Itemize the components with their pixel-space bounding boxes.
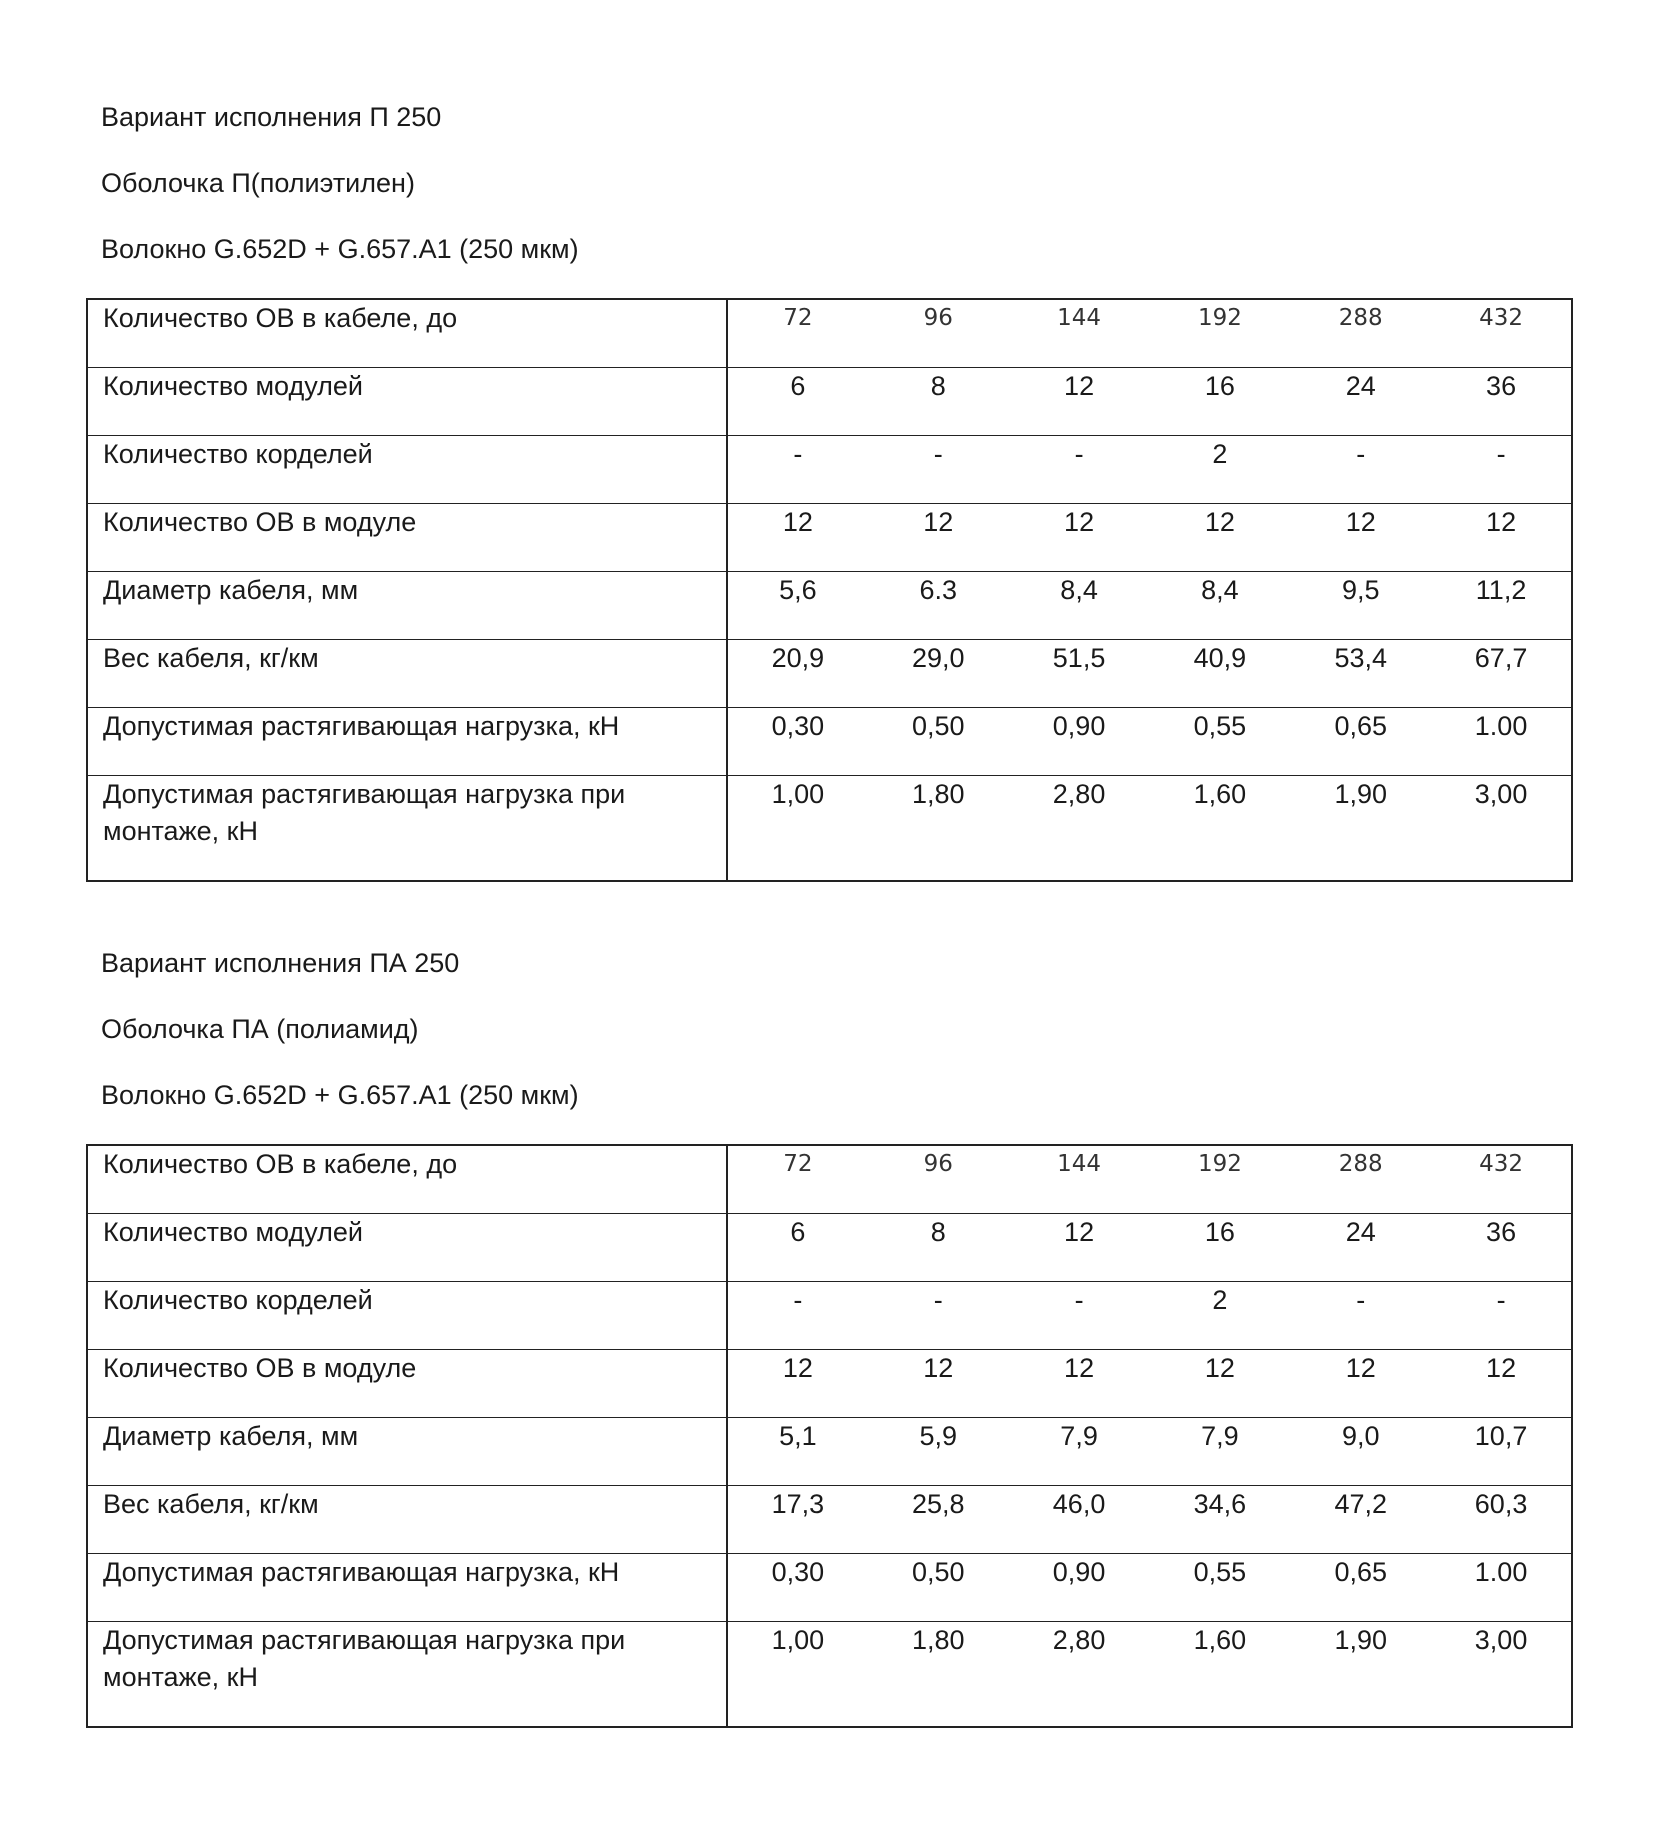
value-cell: 36 — [1431, 368, 1572, 436]
value-cell: 0,30 — [727, 1554, 868, 1622]
value-cell: 6 — [727, 368, 868, 436]
value-cell: 72 — [727, 299, 868, 368]
value-cell: 9,0 — [1290, 1418, 1431, 1486]
value-cell: - — [1290, 436, 1431, 504]
value-cell: 96 — [868, 1145, 1009, 1214]
value-cell: 1,90 — [1290, 1622, 1431, 1728]
value-cell: 16 — [1149, 1214, 1290, 1282]
sheath-type: Оболочка ПА (полиамид) — [101, 1014, 419, 1044]
parameter-label: Допустимая растягивающая нагрузка, кН — [87, 708, 727, 776]
value-cell: 17,3 — [727, 1486, 868, 1554]
value-cell: 9,5 — [1290, 572, 1431, 640]
parameter-label: Количество ОВ в кабеле, до — [87, 299, 727, 368]
value-cell: 1,60 — [1149, 776, 1290, 882]
value-cell: 8 — [868, 368, 1009, 436]
variant-title: Вариант исполнения П 250 — [101, 102, 442, 132]
table-row — [87, 1214, 1572, 1282]
value-cell: 96 — [868, 299, 1009, 368]
value-cell: 11,2 — [1431, 572, 1572, 640]
value-cell: - — [727, 436, 868, 504]
table-row — [87, 1350, 1572, 1418]
parameter-label: Допустимая растягивающая нагрузка при монтаже, кН — [87, 776, 727, 882]
value-cell: 12 — [727, 504, 868, 572]
value-cell: 5,1 — [727, 1418, 868, 1486]
value-cell: 432 — [1431, 1145, 1572, 1214]
table-row — [87, 1486, 1572, 1554]
table-row — [87, 640, 1572, 708]
table-row — [87, 708, 1572, 776]
parameter-label: Количество модулей — [87, 1214, 727, 1282]
value-cell: - — [1431, 1282, 1572, 1350]
value-cell: 12 — [1431, 504, 1572, 572]
variant-title: Вариант исполнения ПА 250 — [101, 948, 460, 978]
value-cell: 0,55 — [1149, 1554, 1290, 1622]
value-cell: 51,5 — [1009, 640, 1150, 708]
value-cell: 1,00 — [727, 776, 868, 882]
value-cell: 8,4 — [1149, 572, 1290, 640]
value-cell: 40,9 — [1149, 640, 1290, 708]
value-cell: 0,90 — [1009, 708, 1150, 776]
value-cell: 3,00 — [1431, 1622, 1572, 1728]
value-cell: 6 — [727, 1214, 868, 1282]
value-cell: 1,60 — [1149, 1622, 1290, 1728]
value-cell: 288 — [1290, 1145, 1431, 1214]
value-cell: 8,4 — [1009, 572, 1150, 640]
value-cell: 0,50 — [868, 1554, 1009, 1622]
value-cell: 67,7 — [1431, 640, 1572, 708]
value-cell: 24 — [1290, 1214, 1431, 1282]
table-row — [87, 572, 1572, 640]
value-cell: 12 — [1009, 1214, 1150, 1282]
value-cell: - — [1431, 436, 1572, 504]
value-cell: 0,50 — [868, 708, 1009, 776]
value-cell: 12 — [1149, 1350, 1290, 1418]
table-row — [87, 1282, 1572, 1350]
value-cell: 12 — [1009, 368, 1150, 436]
value-cell: 5,6 — [727, 572, 868, 640]
value-cell: - — [1009, 1282, 1150, 1350]
value-cell: 1.00 — [1431, 1554, 1572, 1622]
parameter-label: Вес кабеля, кг/км — [87, 640, 727, 708]
sheath-type: Оболочка П(полиэтилен) — [101, 168, 415, 198]
value-cell: 0,65 — [1290, 1554, 1431, 1622]
value-cell: 432 — [1431, 299, 1572, 368]
parameter-label: Количество модулей — [87, 368, 727, 436]
value-cell: 7,9 — [1149, 1418, 1290, 1486]
value-cell: 12 — [1290, 1350, 1431, 1418]
value-cell: 60,3 — [1431, 1486, 1572, 1554]
value-cell: 34,6 — [1149, 1486, 1290, 1554]
value-cell: 2 — [1149, 1282, 1290, 1350]
value-cell: 12 — [868, 1350, 1009, 1418]
value-cell: 8 — [868, 1214, 1009, 1282]
table-row — [87, 1418, 1572, 1486]
value-cell: 0,90 — [1009, 1554, 1150, 1622]
value-cell: 36 — [1431, 1214, 1572, 1282]
value-cell: 53,4 — [1290, 640, 1431, 708]
value-cell: 1,80 — [868, 776, 1009, 882]
value-cell: 144 — [1009, 1145, 1150, 1214]
parameter-label: Допустимая растягивающая нагрузка, кН — [87, 1554, 727, 1622]
table-row — [87, 1622, 1572, 1728]
value-cell: - — [868, 436, 1009, 504]
spec-table — [86, 298, 1573, 882]
parameter-label: Количество ОВ в модуле — [87, 504, 727, 572]
value-cell: 24 — [1290, 368, 1431, 436]
value-cell: 2 — [1149, 436, 1290, 504]
parameter-label: Диаметр кабеля, мм — [87, 572, 727, 640]
fiber-type: Волокно G.652D + G.657.A1 (250 мкм) — [101, 1080, 579, 1110]
value-cell: 288 — [1290, 299, 1431, 368]
value-cell: 7,9 — [1009, 1418, 1150, 1486]
spec-table-body — [87, 1145, 1572, 1727]
value-cell: 1,00 — [727, 1622, 868, 1728]
value-cell: 12 — [1009, 1350, 1150, 1418]
spec-table-body — [87, 299, 1572, 881]
value-cell: 1,90 — [1290, 776, 1431, 882]
table-row — [87, 776, 1572, 882]
value-cell: 3,00 — [1431, 776, 1572, 882]
value-cell: 12 — [1290, 504, 1431, 572]
value-cell: 12 — [1149, 504, 1290, 572]
value-cell: 12 — [1431, 1350, 1572, 1418]
value-cell: 0,30 — [727, 708, 868, 776]
value-cell: 10,7 — [1431, 1418, 1572, 1486]
value-cell: 1.00 — [1431, 708, 1572, 776]
table-row — [87, 436, 1572, 504]
value-cell: 2,80 — [1009, 1622, 1150, 1728]
parameter-label: Количество корделей — [87, 1282, 727, 1350]
value-cell: 0,65 — [1290, 708, 1431, 776]
table-row — [87, 1145, 1572, 1214]
parameter-label: Количество корделей — [87, 436, 727, 504]
value-cell: 5,9 — [868, 1418, 1009, 1486]
spec-table — [86, 1144, 1573, 1728]
value-cell: 29,0 — [868, 640, 1009, 708]
value-cell: 6.3 — [868, 572, 1009, 640]
value-cell: 144 — [1009, 299, 1150, 368]
value-cell: 12 — [1009, 504, 1150, 572]
table-row — [87, 299, 1572, 368]
value-cell: 20,9 — [727, 640, 868, 708]
table-row — [87, 1554, 1572, 1622]
value-cell: 47,2 — [1290, 1486, 1431, 1554]
value-cell: 1,80 — [868, 1622, 1009, 1728]
value-cell: 46,0 — [1009, 1486, 1150, 1554]
value-cell: 192 — [1149, 299, 1290, 368]
value-cell: 2,80 — [1009, 776, 1150, 882]
parameter-label: Количество ОВ в модуле — [87, 1350, 727, 1418]
parameter-label: Количество ОВ в кабеле, до — [87, 1145, 727, 1214]
parameter-label: Допустимая растягивающая нагрузка при монтаже, кН — [87, 1622, 727, 1728]
value-cell: 12 — [868, 504, 1009, 572]
parameter-label: Диаметр кабеля, мм — [87, 1418, 727, 1486]
value-cell: 192 — [1149, 1145, 1290, 1214]
value-cell: - — [868, 1282, 1009, 1350]
value-cell: - — [1009, 436, 1150, 504]
value-cell: 25,8 — [868, 1486, 1009, 1554]
value-cell: - — [1290, 1282, 1431, 1350]
fiber-type: Волокно G.652D + G.657.A1 (250 мкм) — [101, 234, 579, 264]
value-cell: - — [727, 1282, 868, 1350]
value-cell: 12 — [727, 1350, 868, 1418]
parameter-label: Вес кабеля, кг/км — [87, 1486, 727, 1554]
table-row — [87, 368, 1572, 436]
table-row — [87, 504, 1572, 572]
value-cell: 0,55 — [1149, 708, 1290, 776]
value-cell: 16 — [1149, 368, 1290, 436]
value-cell: 72 — [727, 1145, 868, 1214]
